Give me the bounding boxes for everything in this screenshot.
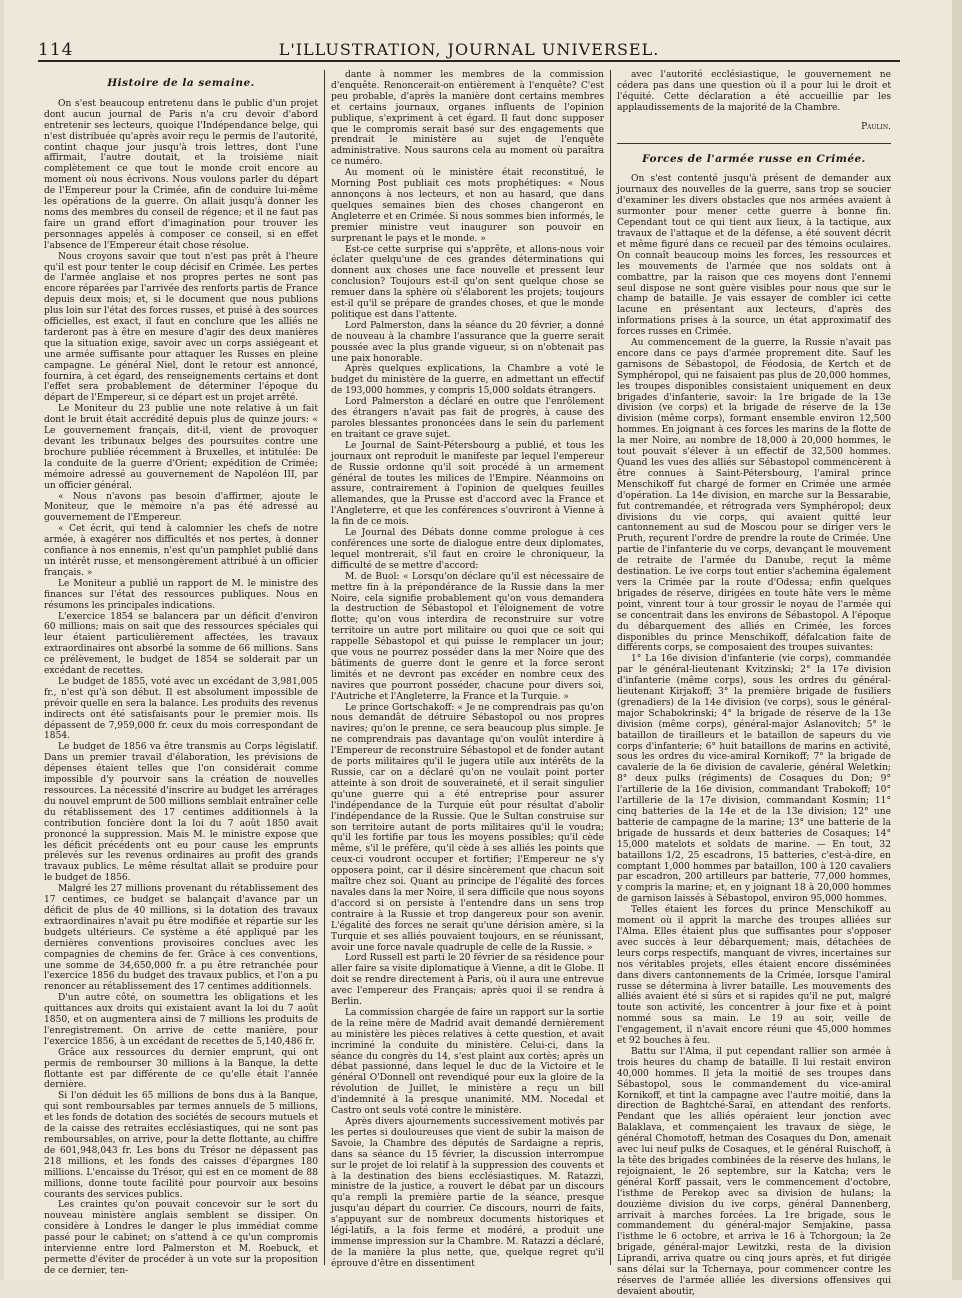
paragraph: « Nous n'avons pas besoin d'affirmer, ajoute le Moniteur, que le mémoire n'a pas été adressé au gouvernement de l'Empereur. — [44, 491, 318, 524]
paragraph: On s'est contenté jusqu'à présent de demander aux journaux des nouvelles de la guerre, sans trop se soucier d'examiner les divers obstacles que nos armées avaient à surmonter pour mener cette guerre à bonne fin. Cependant tout ce qui tient aux lieux, à la tactique, aux travaux de l'attaque et de la défense, a été souvent décrit et même figuré dans ce recueil par des témoins oculaires. On connaît beaucoup moins les forces, les ressources et les mouvements de l'armée que nos soldats ont à combattre, par la raison que ces moyens dont l'ennemi seul dispose ne sont guère visibles pour nous que sur le champ de bataille. Je vais essayer de combler ici cette lacune en présentant aux lecteurs, d'après des informations prises à la source, un état approximatif des forces russes en Crimée. — [617, 174, 891, 338]
paragraph: Le Journal des Débats donne comme prologue à ces conférences une sorte de dialogue entre deux diplomates, lequel montrerait, s'il faut en croire le chroniqueur, la difficulté de se mettre d'accord: — [331, 528, 604, 571]
page-header — [38, 34, 900, 62]
paragraph: Battu sur l'Alma, il put cependant rallier son armée à trois heures du champ de bataille. Il lui restait environ 40,000 hommes. Il jeta la moitié de ses troupes dans Sébastopol, sous le commandement du vice-amiral Kornikoff, et tint la campagne avec l'autre moitié, dans la direction de Baghtché-Saraï, en attendant des renforts. Pendant que les alliés opéraient leur jonction avec Balaklava, et commençaient les travaux de siège, le général Chomotoff, hetman des Cosaques du Don, amenait avec lui neuf pulks de Cosaques, et le général Ruischoff, à la tête des brigades combinées de la réserve des hulans, le rejoignaient, le 26 septembre, sur la Katcha; vers le général Korff passait, vers le commencement d'octobre, l'isthme de Perekop avec sa division de hulans; la douzième division du ive corps, général Dannenberg, arrivait à marches forcées. La 1re brigade, sous le commandement du général-major Semjakine, passa l'isthme le 6 octobre, et arriva le 16 à Tchorgoun; la 2e brigade, général-major Lewitzki, resta de la division Liprandi, arriva quatre ou cinq jours après, et fut dirigée sans délai sur la Tchernaya, pour commencer contre les réserves de l'armée alliée les diversions offensives qui devaient aboutir, — [617, 1046, 891, 1297]
paragraph: Au moment où le ministère était reconstitué, le Morning Post publiait ces mots prophétiques: « Nous annonçons à nos lecteurs, et non au hasard, que dans quelques semaines bien des choses changeront en Angleterre et en Crimée. Si nous sommes bien informés, le premier ministre veut inaugurer son pouvoir en surprenant le pays et le monde. » — [331, 168, 604, 244]
paragraph: avec l'autorité ecclésiastique, le gouvernement ne cédera pas dans une question où il a pour lui le droit et l'équité. Cette déclaration a été accueillie par les applaudissements de la majorité de la Chambre. — [617, 70, 891, 113]
section-title-histoire: Histoire de la semaine. — [107, 77, 255, 89]
paragraph: dante à nommer les membres de la commission d'enquête. Renoncerait-on entièrement à l'enquête? C'est peu probable, d'après la manière dont certains membres et certains journaux, organes influents de l'opinion publique, s'expriment à cet égard. Il faut donc supposer que le compromis serait basé sur des engagements que prendrait le ministère au sujet de l'enquête administrative. Nous saurons cela au moment où paraîtra ce numéro. — [331, 70, 604, 168]
section-separator — [617, 143, 891, 144]
paragraph: La commission chargée de faire un rapport sur la sortie de la reine mère de Madrid avait demandé dernièrement au ministère les pièces relatives à cette question, et avait incriminé la conduite du ministère. Celui-ci, dans la séance du congrès du 14, s'est plaint aux cortès; après un débat passionné, dans lequel le duc de la Victoire et le général O'Donnell ont revendiqué pour eux la gloire de la révolution de Juillet, le ministère a reçu un bill d'indemnité à la presque unanimité. MM. Nocedal et Castro ont seuls voté contre le ministère. — [331, 1007, 604, 1117]
paragraph: Lord Russell est parti le 20 février de sa résidence pour aller faire sa visite diplomatique à Vienne, a dit le Globe. Il doit se rendre directement à Paris, où il aura une entrevue avec l'empereur des Français; après quoi il se rendra à Berlin. — [331, 953, 604, 1008]
paragraph: 1° La 16e division d'infanterie (vie corps), commandée par le général-lieutenant Kvitzinski; 2° la 17e division d'infanterie (même corps), sous les ordres du général-lieutenant Kirjakoff; 3° la première brigade de fusiliers (grenadiers) de la 14e division (ve corps), sous le général-major Schabokrinski; 4° la brigade de réserve de la 13e division (même corps), général-major Aslanovitch; 5° le bataillon de tirailleurs et le bataillon de sapeurs du vie corps d'infanterie; 6° huit bataillons de marins en activité, sous les ordres du vice-amiral Kornikoff; 7° la brigade de cavalerie de la 6e division de cavalerie, général Weletkin; 8° deux pulks (régiments) de Cosaques du Don; 9° l'artillerie de la 16e division, commandant Trabokoff; 10° l'artillerie de la 17e division, commandant Kosmin; 11° cinq batteries de la 14e et de la 13e division; 12° une batterie de campagne de la marine; 13° une batterie de la brigade de hussards et deux batteries de Cosaques; 14° 15,000 matelots et soldats de marine. — En tout, 32 bataillons 1/2, 25 escadrons, 15 batteries, c'est-à-dire, en comptant 1,000 hommes par bataillon, 100 à 120 cavaliers par escadron, 200 artilleurs par batterie, 77,000 hommes, y compris la marine; et, en y joignant 18 à 20,000 hommes de garnison laissés à Sébastopol, environ 95,000 hommes. — [617, 654, 891, 905]
column-3-continuation — [617, 70, 891, 114]
paragraph: Telles étaient les forces du prince Menschikoff au moment où il apprit la marche des troupes alliées sur l'Alma. Elles étaient plus que suffisantes pour s'opposer avec succès à leur débarquement; mais, détachées de leurs corps respectifs, manquant de vivres, incertaines sur nos véritables projets, elles étaient encore disséminées dans divers cantonnements de la Crimée, lorsque l'amiral russe se détermina à livrer bataille. Les mouvements des alliés avaient été si sûrs et si rapides qu'il ne put, malgré toute son activité, les concentrer à jour fixe et à point nommé sous sa main. Le 19 au soir, veille de l'engagement, il n'avait encore réuni que 45,000 hommes et 92 bouches à feu. — [617, 905, 891, 1047]
column-2 — [331, 70, 604, 1269]
paragraph: Nous croyons savoir que tout n'est pas prêt à l'heure qu'il est pour tenter le coup décisif en Crimée. Les pertes de l'armée anglaise et nos propres pertes ne sont pas encore réparées par l'arrivée des renforts partis de France depuis deux mois; et, si le document que nous publions plus loin sur l'état des forces russes, et puisé à des sources officielles, est exact, il faut en conclure que les alliés ne tarderont pas à être en mesure d'agir des deux manières que la situation exige, savoir avec un corps assiégeant et une armée suffisante pour attaquer les Russes en pleine campagne. Le général Niel, dont le retour est annoncé, fournira, à cet égard, des renseignements certains et dont l'effet sera probablement de déterminer l'époque du départ de l'Empereur, si ce départ est un projet arrêté. — [44, 251, 318, 404]
page-right-edge — [952, 0, 962, 1280]
paragraph: Après quelques explications, la Chambre a voté le budget du ministère de la guerre, en admettant un effectif de 193,000 hommes, y compris 15,000 soldats étrangers. — [331, 364, 604, 397]
paragraph: Grâce aux ressources du dernier emprunt, qui ont permis de rembourser 30 millions à la Banque, la dette flottante est par différente de ce qu'elle était l'année dernière. — [44, 1047, 318, 1091]
paragraph: Est-ce cette surprise qui s'apprête, et allons-nous voir éclater quelqu'une de ces grandes déterminations qui donnent aux choses une face nouvelle et pressent leur conclusion? Toujours est-il qu'on sent quelque chose se remuer dans la sphère où s'élaborent les projets; toujours est-il qu'il se prépare de grandes choses, et que le monde politique est dans l'attente. — [331, 244, 604, 320]
column-2-paragraphs — [331, 70, 604, 1270]
column-rule-2 — [610, 70, 611, 1265]
column-rule-1 — [324, 70, 325, 1265]
paragraph: Lord Palmerston a déclaré en outre que l'enrôlement des étrangers n'avait pas fait de progrès, à cause des paroles blessantes prononcées dans le sein du parlement en traitant ce grave sujet. — [331, 397, 604, 440]
paragraph: Après divers ajournements successivement motivés par les pertes si douloureuses que vient de subir la maison de Savoie, la Chambre des députés de Sardaigne a repris, dans sa séance du 15 février, la discussion interrompue sur le projet de loi relatif à la suppression des couvents et à la destination des biens ecclésiastiques. M. Ratazzi, ministre de la justice, a rouvert le débat par un discours qu'a rempli la première partie de la séance, presque jusqu'au départ du courrier. Ce discours, nourri de faits, s'appuyant sur de nombreux documents historiques et légi-latifs, a la fois ferme et modéré, a produit une immense impression sur la Chambre. M. Ratazzi a déclaré, de la manière la plus nette, que, quelque regret qu'il éprouve d'être en dissentiment — [331, 1117, 604, 1269]
paragraph: D'un autre côté, on soumettra les obligations et les quittances aux droits qui existaient avant la loi du 7 août 1850, et on augmentera ainsi de 7 millions les produits de l'enregistrement. On arrive de cette manière, pour l'exercice 1856, à un excédant de recettes de 5,140,486 fr. — [44, 993, 318, 1047]
paragraph: Le budget de 1855, voté avec un excédant de 3,981,005 fr., n'est qu'à son début. Il est absolument impossible de prévoir quelle en sera la balance. Les produits des revenus indirects ont été satisfaisants pour le premier mois. Ils dépassent de 7,959,000 fr. ceux du mois correspondant de 1854. — [44, 676, 318, 742]
paragraph: Le Journal de Saint-Pétersbourg a publié, et tous les journaux ont reproduit le manifeste par lequel l'empereur de Russie ordonne qu'il soit procédé à un armement général de toutes les milices de l'Empire. Néanmoins on assure, contrairement à l'opinion de quelques feuilles allemandes, que la Prusse est d'accord avec la France et l'Angleterre, et que les conférences s'ouvriront à Vienne à la fin de ce mois. — [331, 440, 604, 528]
journal-title: L'ILLUSTRATION, JOURNAL UNIVERSEL. — [278, 40, 660, 59]
column-3 — [617, 70, 891, 1297]
column-3-paragraphs — [617, 174, 891, 1297]
paragraph: Le Moniteur du 23 publie une note relative à un fait dont le bruit était accrédité depuis plus de quinze jours: « Le gouvernement français, dit-il, vient de provoquer devant les tribunaux belges des poursuites contre une brochure publiée récemment à Bruxelles, et intitulée: De la conduite de la guerre d'Orient; expédition de Crimée; mémoire adressé au gouvernement de Napoléon III, par un officier général. — [44, 404, 318, 491]
paragraph: « Cet écrit, qui tend à calomnier les chefs de notre armée, à exagérer nos difficultés et nos pertes, à donner confiance à nos ennemis, n'est qu'un pamphlet publié dans un intérêt russe, et mensongèrement attribué à un officier français. » — [44, 524, 318, 578]
paragraph: Le budget de 1856 va être transmis au Corps législatif. Dans un premier travail d'élaboration, les prévisions de dépenses étaient telles que l'on considérait comme impossible d'y pourvoir sans la création de nouvelles ressources. La nécessité d'inscrire au budget les arrérages du nouvel emprunt de 500 millions semblait entraîner celle du rétablissement des 17 centimes additionnels à la contribution foncière dont la loi du 7 août 1850 avait prononcé la suppression. Mais M. le ministre expose que les déficit précédents ont eu pour cause les emprunts prélevés sur les revenus ordinaires au profit des grands travaux publics. Le même résultat allait se produire pour le budget de 1856. — [44, 742, 318, 884]
paragraph: Les craintes qu'on pouvait concevoir sur le sort du nouveau ministère anglais semblent se dissiper. On considère à Londres le danger le plus immédiat comme passé pour le cabinet; on s'attend à ce qu'un compromis intervienne entre lord Palmerston et M. Roebuck, et permette d'éviter de procéder à un vote sur la proposition de ce dernier, ten- — [44, 1200, 318, 1276]
paragraph: On s'est beaucoup entretenu dans le public d'un projet dont aucun journal de Paris n'a cru devoir d'abord entretenir ses lecteurs, quoique l'Indépendance belge, qui n'est distribuée qu'après avoir reçu le permis de l'autorité, contint chaque jour jusqu'à trois lettres, dont l'une affirmait, l'autre doutait, et la troisième niait complètement ce que tout le monde croit encore au moment où nous écrivons. Nous voulons parler du départ de l'Empereur pour la Crimée, afin de conduire lui-même les opérations de la guerre. On allait jusqu'à donner les noms des membres du conseil de régence; et il ne faut pas faire un grand effort d'imagination pour trouver les personnages appelés à composer ce conseil, si en effet l'absence de l'Empereur était chose résolue. — [44, 98, 318, 251]
paragraph: Malgré les 27 millions provenant du rétablissement des 17 centimes, ce budget se balançait d'avance par un déficit de plus de 40 millions, si la dotation des travaux extraordinaires n'avait pu être modifiée et répartie sur les budgets ultérieurs. Ce système a été appliqué par les dernières conventions provisoires conclues avec les compagnies de chemins de fer. Grâce à ces conventions, une somme de 34,650,000 fr. a pu être retranchée pour l'exercice 1856 du budget des travaux publics, et l'on a pu renoncer au rétablissement des 17 centimes additionnels. — [44, 884, 318, 993]
paragraph: Le prince Gortschakoff: « Je ne comprendrais pas qu'on nous demandât de détruire Sébastopol ou nos propres navires; qu'on le prenne, ce sera beaucoup plus simple. Je ne comprendrais pas davantage qu'on voulût interdire à l'Empereur de reconstruire Sébastopol et de fonder autant de ports militaires qu'il le jugera utile aux intérêts de la Russie, car on a déclaré qu'on ne voulait point porter atteinte à son droit de souveraineté, et il serait singulier qu'une guerre qui a été entreprise pour assurer l'indépendance de la Turquie eût pour résultat d'abolir l'indépendance de la Russie. Que le Sultan construise sur son territoire autant de ports militaires qu'il le voudra; qu'il les fortifie par tous les moyens possibles; qu'il cède même, s'il le préfère, qu'il cède à ses alliés les points que ceux-ci voudront occuper et fortifier; l'Empereur ne s'y opposera point, car il désire sincèrement que chacun soit maître chez soi. Quant au principe de l'égalité des forces navales dans la mer Noire, il sera difficile que nous soyons d'accord si on persiste à l'entendre dans un sens trop contraire à la Russie et trop dangereux pour son avenir. L'égalité des forces ne serait qu'une dérision amère, si la Turquie et ses alliés pouvaient toujours, en se réunissant, avoir une force navale quadruple de celle de la Russie. » — [331, 702, 604, 953]
page-left-edge — [0, 0, 4, 1280]
paragraph: L'exercice 1854 se balancera par un déficit d'environ 60 millions; mais on sait que des ressources spéciales qui leur étaient particulièrement affectées, les travaux extraordinaires ont absorbé la somme de 66 millions. Sans ce prélèvement, le budget de 1854 se solderait par un excédant de recettes. — [44, 611, 318, 677]
column-1-paragraphs — [44, 99, 318, 1277]
paragraph: Le Moniteur a publié un rapport de M. le ministre des finances sur l'état des ressources publiques. Nous en résumons les principales indications. — [44, 578, 318, 611]
section-title-forces: Forces de l'armée russe en Crimée. — [642, 152, 866, 165]
paragraph: Si l'on déduit les 65 millions de bons dus à la Banque, qui sont remboursables par termes annuels de 5 millions, et les fonds de dotation des sociétés de secours mutuels et de la caisse des retraites ecclésiastiques, qui ne sont pas remboursables, on arrive, pour la dette flottante, au chiffre de 601,948,043 fr. Les bons du Trésor ne dépassent pas 218 millions, et les fonds des caisses d'épargnes 180 millions. L'encaisse du Trésor, qui est en ce moment de 88 millions, donne toute facilité pour pourvoir aux besoins courants des services publics. — [44, 1091, 318, 1200]
author-signature: Paulin. — [861, 121, 891, 132]
paragraph: M. de Buol: « Lorsqu'on déclare qu'il est nécessaire de mettre fin à la prépondérance de la Russie dans la mer Noire, cela signifie probablement qu'on vous demandera la destruction de Sébastopol et l'éloignement de votre flotte; qu'on vous interdira de reconstruire sur votre territoire un autre port militaire ou quoi que ce soit qui rappelle Sébastopol et qui puisse le remplacer un jour; que vous ne pourrez posséder dans la mer Noire que des bâtiments de guerre dont le genre et la force seront limités et ne devront pas excéder en nombre ceux des navires que pourront posséder, chacune pour divers soi, l'Autriche et l'Angleterre, la France et la Turquie. » — [331, 571, 604, 702]
column-1 — [44, 70, 318, 1276]
paragraph: Lord Palmerston, dans la séance du 20 février, a donné de nouveau à la chambre l'assurance que la guerre serait poussée avec la plus grande vigueur, si on n'obtenait pas une paix honorable. — [331, 320, 604, 364]
paragraph: Au commencement de la guerre, la Russie n'avait pas encore dans ce pays d'armée proprement dite. Sauf les garnisons de Sébastopol, de Féodosia, de Kertch et de Symphéropol, qui ne faisaient pas plus de 20,000 hommes, les troupes disponibles consistaient uniquement en deux brigades d'infanterie, savoir: la 1re brigade de la 13e division (ve corps) et la brigade de réserve de la 13e division (même corps), formant ensemble environ 12,500 hommes. En joignant à ces forces les marins de la flotte de la mer Noire, au nombre de 18,000 à 20,000 hommes, le tout pouvait s'élever à un effectif de 32,500 hommes. Quand les vues des alliés sur Sébastopol commencèrent à être connues à Saint-Pétersbourg, l'amiral prince Menschikoff fut chargé de former en Crimée une armée d'opération. La 14e division, en marche sur la Bessarabie, fut contremandée, et rétrograda vers Symphéropol; deux divisions du vie corps, qui avaient quitté leur cantonnement au sud de Moscou pour se diriger vers le Pruth, reçurent l'ordre de prendre la route de Crimée. Une partie de l'infanterie du ve corps, devançant le mouvement de retraite de l'armée du Danube, reçut la même destination. Le ive corps tout entier s'achemina également vers la Crimée par la route d'Odessa; enfin quelques brigades de réserve, dirigées en toute hâte vers le même point, vinrent tour à tour grossir le noyau de l'armée qui se concentrait dans les environs de Sébastopol. A l'époque du débarquement des alliés en Crimée, les forces disponibles du prince Menschikoff, défalcation faite de différents corps, se composaient des troupes suivantes: — [617, 338, 891, 654]
page-number: 114 — [38, 40, 74, 60]
